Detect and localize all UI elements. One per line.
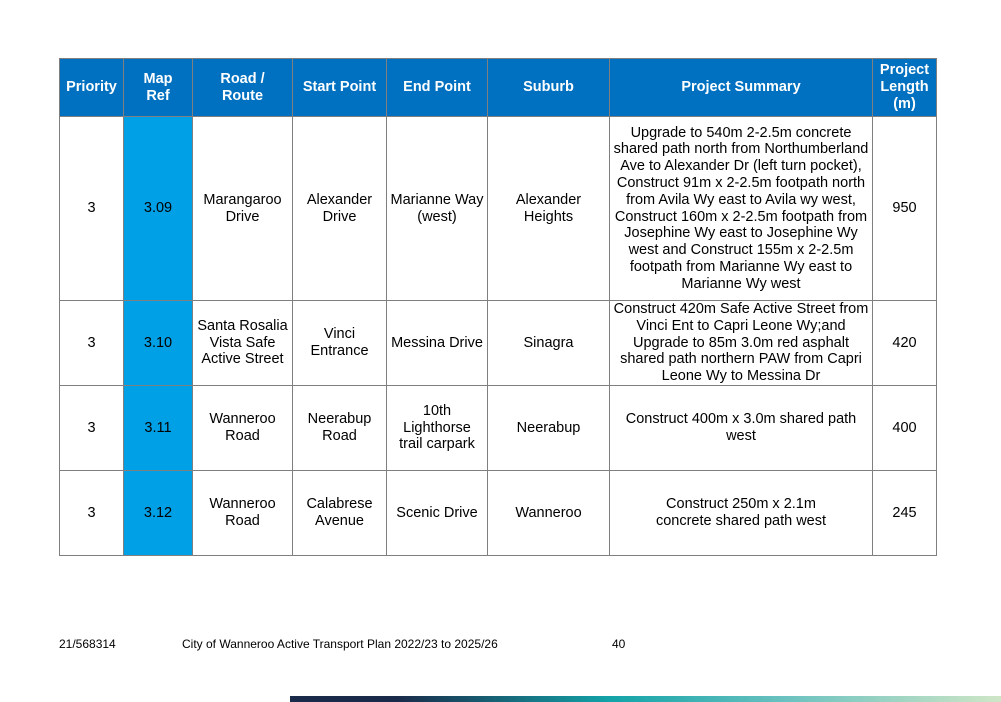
- cell-project-summary: [610, 471, 873, 556]
- table-header-row: [60, 59, 937, 117]
- cell-start-point-label: Calabrese Avenue: [306, 496, 373, 529]
- footer-doc-number: 21/568314: [59, 637, 116, 651]
- cell-project-summary: Construct 400m x 3.0m shared path west: [610, 386, 873, 471]
- cell-road: [193, 386, 293, 471]
- cell-project-length: 950: [873, 117, 937, 301]
- cell-priority: 3: [60, 386, 124, 471]
- footer-gradient-bar: [290, 696, 1001, 702]
- cell-map-ref: 3.10: [124, 301, 193, 386]
- header-priority: Priority: [60, 59, 124, 117]
- header-suburb: Suburb: [488, 59, 610, 117]
- cell-project-summary-label: Construct 250m x 2.1m concrete shared path west: [655, 496, 827, 529]
- cell-start-point: Vinci Entrance: [293, 301, 387, 386]
- table-row: [60, 471, 937, 556]
- cell-suburb: Alexander Heights: [488, 117, 610, 301]
- header-road-route-label: Road / Route: [220, 70, 265, 104]
- projects-table: [59, 58, 937, 556]
- cell-project-length: 245: [873, 471, 937, 556]
- cell-start-point: [293, 386, 387, 471]
- cell-map-ref: 3.09: [124, 117, 193, 301]
- table-row: [60, 386, 937, 471]
- cell-priority: 3: [60, 301, 124, 386]
- header-start-point: Start Point: [293, 59, 387, 117]
- footer-page-number: 40: [612, 637, 626, 651]
- cell-suburb: Sinagra: [488, 301, 610, 386]
- cell-start-point-label: Neerabup Road: [307, 411, 372, 444]
- cell-road: Marangaroo Drive: [193, 117, 293, 301]
- cell-road-label: Wanneroo Road: [209, 411, 276, 444]
- header-road-route: [193, 59, 293, 117]
- cell-end-point: Scenic Drive: [387, 471, 488, 556]
- cell-end-point-label: 10th Lighthorse trail carpark: [399, 402, 475, 453]
- cell-end-point: Messina Drive: [387, 301, 488, 386]
- header-map-ref-label: Map Ref: [143, 70, 173, 104]
- table-row: [60, 117, 937, 301]
- cell-suburb: Neerabup: [488, 386, 610, 471]
- cell-end-point: [387, 386, 488, 471]
- cell-end-point: Marianne Way (west): [387, 117, 488, 301]
- cell-project-summary: Upgrade to 540m 2-2.5m concrete shared path north from Northumberland Ave to Alexander Dr (left turn pocket), Construct 91m x 2-2.5m footpath north from Avila Wy east to Avila wy west, Construct 160m x 2-2.5m footpath from Josephine Wy east to Josephine Wy west and Construct 155m x 2-2.5m footpath from Marianne Wy east to Marianne Wy west: [610, 117, 873, 301]
- cell-priority: 3: [60, 117, 124, 301]
- cell-suburb: Wanneroo: [488, 471, 610, 556]
- cell-project-length: 420: [873, 301, 937, 386]
- cell-priority: 3: [60, 471, 124, 556]
- cell-road-label: Wanneroo Road: [209, 496, 276, 529]
- cell-project-length: 400: [873, 386, 937, 471]
- table-row: [60, 301, 937, 386]
- cell-start-point: Alexander Drive: [293, 117, 387, 301]
- cell-road: Santa Rosalia Vista Safe Active Street: [193, 301, 293, 386]
- footer-title: City of Wanneroo Active Transport Plan 2022/23 to 2025/26: [182, 637, 498, 651]
- cell-map-ref: 3.12: [124, 471, 193, 556]
- header-project-summary: Project Summary: [610, 59, 873, 117]
- header-project-length: Project Length (m): [873, 59, 937, 117]
- cell-road: [193, 471, 293, 556]
- header-end-point: End Point: [387, 59, 488, 117]
- cell-start-point: [293, 471, 387, 556]
- cell-project-summary: Construct 420m Safe Active Street from Vinci Ent to Capri Leone Wy;and Upgrade to 85m 3.0m red asphalt shared path northern PAW from Capri Leone Wy to Messina Dr: [610, 301, 873, 386]
- cell-map-ref: 3.11: [124, 386, 193, 471]
- header-map-ref: [124, 59, 193, 117]
